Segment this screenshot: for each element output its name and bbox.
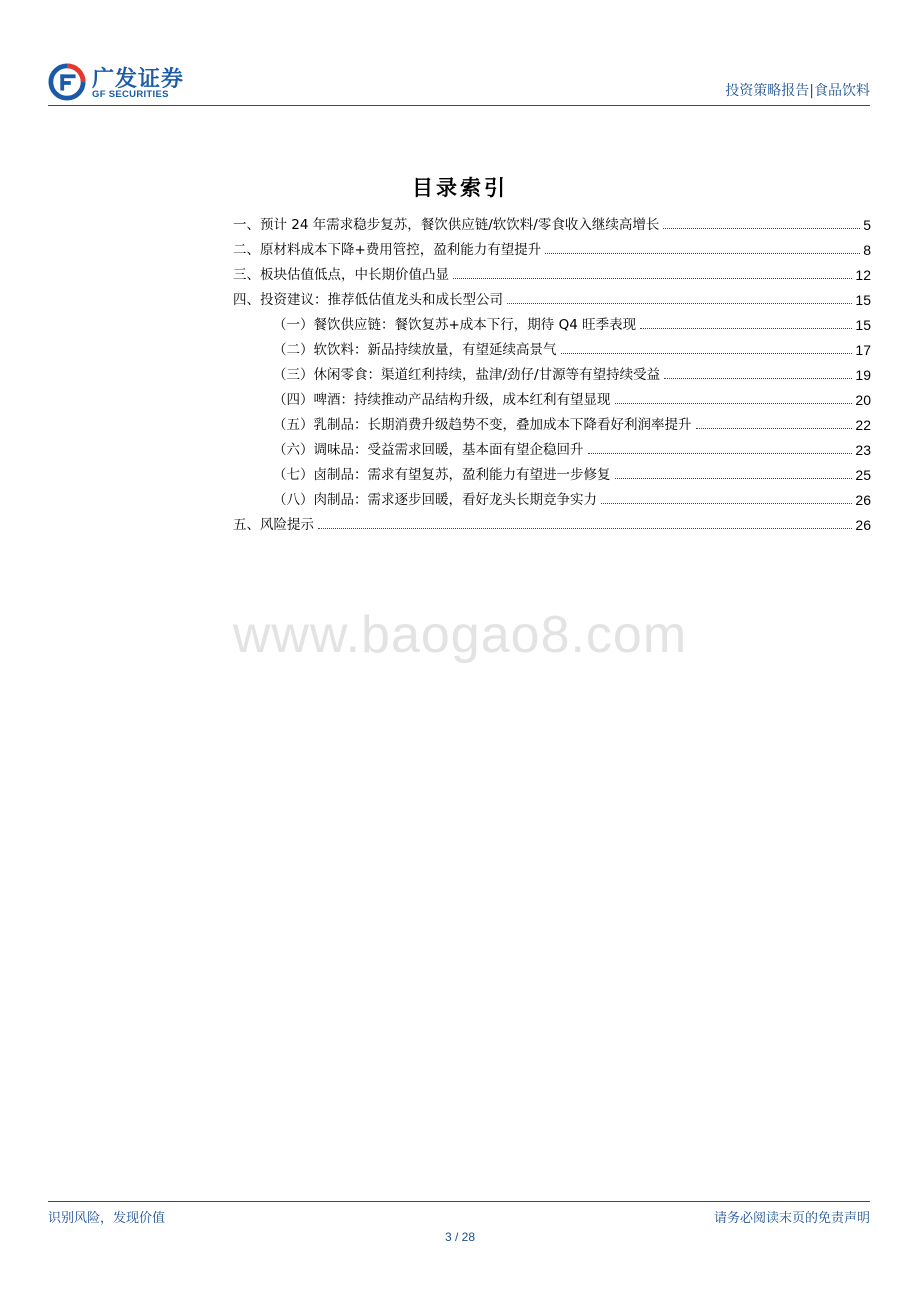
- toc-entry-text: 二、原材料成本下降+费用管控，盈利能力有望提升: [233, 242, 542, 258]
- toc-entry[interactable]: [233, 209, 871, 234]
- toc-entry-text: （一）餐饮供应链：餐饮复苏+成本下行，期待 Q4 旺季表现: [273, 317, 637, 333]
- toc-entry[interactable]: [233, 384, 871, 409]
- toc-leader-dots: [696, 427, 853, 429]
- toc-leader-dots: [664, 377, 852, 379]
- toc-entry[interactable]: [233, 459, 871, 484]
- toc-leader-dots: [615, 477, 853, 479]
- toc-leader-dots: [453, 277, 852, 279]
- toc-entry-page: 15: [855, 292, 871, 308]
- toc-leader-dots: [663, 227, 860, 229]
- toc-entry-text: 三、板块估值低点，中长期价值凸显: [233, 267, 449, 283]
- toc-entry[interactable]: [233, 359, 871, 384]
- toc-entry-page: 25: [855, 467, 871, 483]
- toc-entry-text: （八）肉制品：需求逐步回暖，看好龙头长期竞争实力: [273, 492, 597, 508]
- toc-leader-dots: [561, 352, 853, 354]
- toc-entry[interactable]: [233, 409, 871, 434]
- toc-leader-dots: [615, 402, 853, 404]
- toc-entry-page: 5: [863, 217, 871, 233]
- header-divider: [48, 105, 870, 106]
- report-type: 投资策略报告|食品饮料: [725, 83, 870, 99]
- toc-entry-text: （三）休闲零食：渠道红利持续，盐津/劲仔/甘源等有望持续受益: [273, 367, 661, 383]
- toc-entry-page: 23: [855, 442, 871, 458]
- toc-leader-dots: [318, 527, 852, 529]
- toc-entry-text: （四）啤酒：持续推动产品结构升级，成本红利有望显现: [273, 392, 611, 408]
- toc-entry[interactable]: [233, 309, 871, 334]
- toc-entry-page: 26: [855, 517, 871, 533]
- toc-entry[interactable]: [233, 434, 871, 459]
- toc-entry-page: 19: [855, 367, 871, 383]
- toc-entry-text: （七）卤制品：需求有望复苏，盈利能力有望进一步修复: [273, 467, 611, 483]
- footer-slogan: 识别风险，发现价值: [48, 1211, 166, 1226]
- toc-entry-page: 22: [855, 417, 871, 433]
- toc-entry-text: 四、投资建议：推荐低估值龙头和成长型公司: [233, 292, 503, 308]
- toc-entry-page: 26: [855, 492, 871, 508]
- toc-entry[interactable]: [233, 259, 871, 284]
- logo-chinese-name: 广发证券: [92, 67, 185, 92]
- gf-logo-icon: [48, 62, 86, 102]
- footer-divider: [48, 1201, 870, 1202]
- toc-entry[interactable]: [233, 234, 871, 259]
- toc-leader-dots: [545, 252, 860, 254]
- toc-entry-page: 8: [863, 242, 871, 258]
- page-number: 3 / 28: [444, 1230, 476, 1244]
- toc-entry-page: 17: [855, 342, 871, 358]
- toc-entry[interactable]: [233, 509, 871, 534]
- toc-title: 目录索引: [412, 176, 508, 200]
- gf-securities-logo: [48, 58, 198, 104]
- toc-leader-dots: [588, 452, 853, 454]
- toc-entry[interactable]: [233, 284, 871, 309]
- toc-entry-page: 12: [855, 267, 871, 283]
- toc-leader-dots: [601, 502, 852, 504]
- toc-entry[interactable]: [233, 484, 871, 509]
- toc-entry-text: 五、风险提示: [233, 517, 314, 533]
- toc-leader-dots: [507, 302, 852, 304]
- table-of-contents: [233, 209, 871, 534]
- watermark: www.baogao8.com: [232, 606, 688, 664]
- toc-entry-page: 20: [855, 392, 871, 408]
- toc-entry-page: 15: [855, 317, 871, 333]
- toc-entry-text: （六）调味品：受益需求回暖，基本面有望企稳回升: [273, 442, 584, 458]
- toc-entry-text: （二）软饮料：新品持续放量，有望延续高景气: [273, 342, 557, 358]
- toc-entry-text: （五）乳制品：长期消费升级趋势不变，叠加成本下降看好利润率提升: [273, 417, 692, 433]
- footer-disclaimer: 请务必阅读末页的免责声明: [713, 1211, 870, 1226]
- toc-leader-dots: [640, 327, 852, 329]
- page-header: [48, 58, 870, 106]
- logo-english-name: GF SECURITIES: [92, 89, 169, 100]
- toc-entry-text: 一、预计 24 年需求稳步复苏，餐饮供应链/软饮料/零食收入继续高增长: [233, 217, 660, 233]
- toc-entry[interactable]: [233, 334, 871, 359]
